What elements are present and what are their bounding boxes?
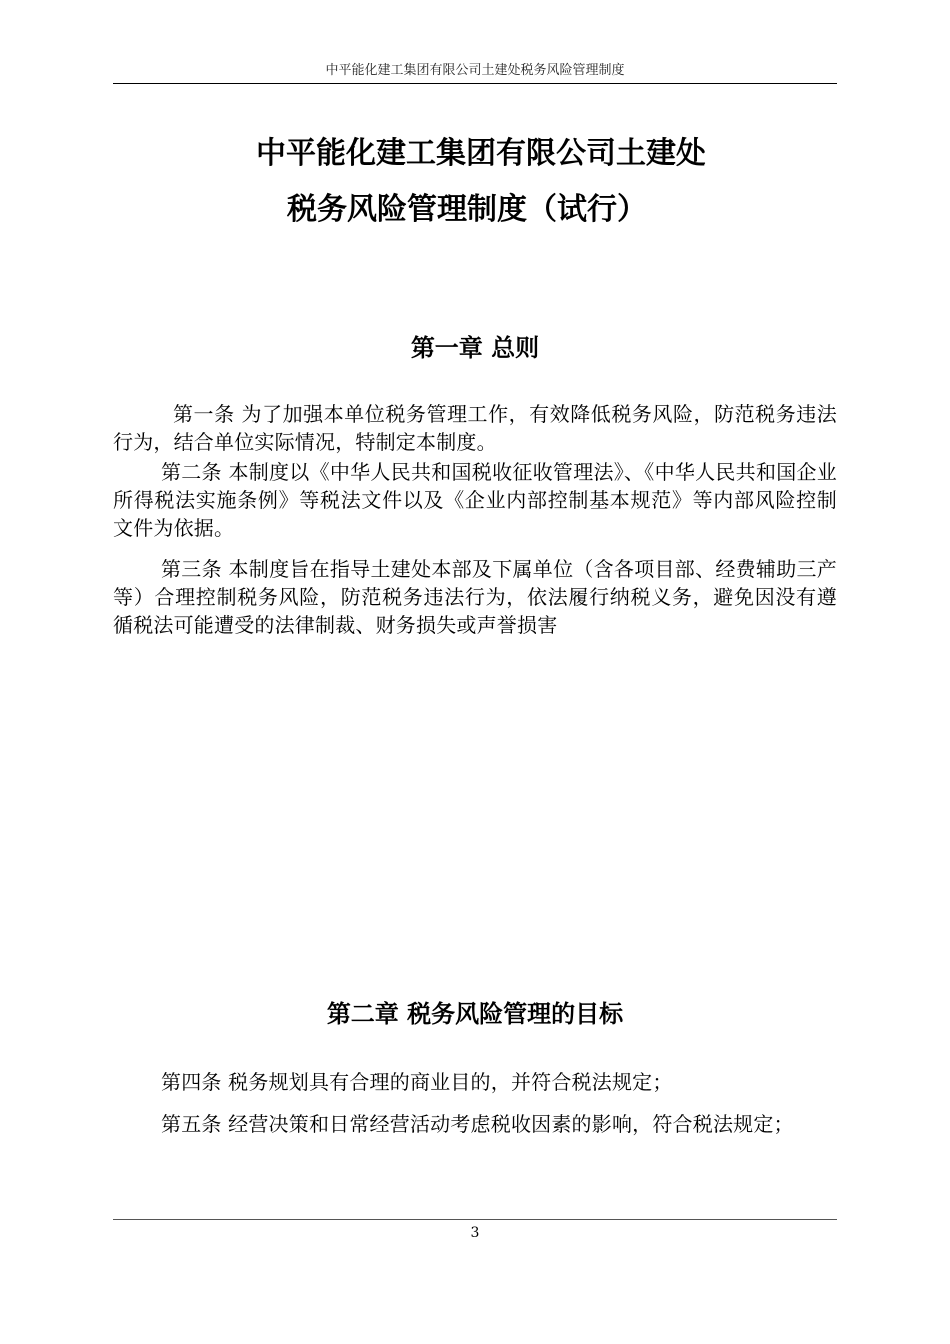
article-3: 第三条 本制度旨在指导土建处本部及下属单位（含各项目部、经费辅助三产等）合理控制税务风险，防范税务违法行为，依法履行纳税义务，避免因没有遵循税法可能遭受的法律制裁、财务损失或声誉损害	[113, 557, 837, 637]
document-title-line-1: 中平能化建工集团有限公司土建处	[256, 136, 706, 171]
document-title-line-2: 税务风险管理制度（试行）	[287, 192, 647, 227]
footer-divider	[113, 1219, 837, 1220]
article-2: 第二条 本制度以《中华人民共和国税收征收管理法》、《中华人民共和国企业所得税法实施条例》等税法文件以及《企业内部控制基本规范》等内部风险控制文件为依据。	[113, 460, 837, 540]
article-1: 第一条 为了加强本单位税务管理工作，有效降低税务风险，防范税务违法行为，结合单位实际情况，特制定本制度。	[113, 402, 837, 454]
running-header: 中平能化建工集团有限公司土建处税务风险管理制度	[325, 63, 625, 78]
page-number: 3	[470, 1225, 480, 1241]
article-5: 第五条 经营决策和日常经营活动考虑税收因素的影响，符合税法规定；	[161, 1112, 794, 1136]
article-4: 第四条 税务规划具有合理的商业目的，并符合税法规定；	[161, 1070, 673, 1094]
chapter-1-heading: 第一章 总则	[410, 334, 540, 362]
header-divider	[113, 83, 837, 84]
chapter-2-heading: 第二章 税务风险管理的目标	[326, 1000, 624, 1028]
